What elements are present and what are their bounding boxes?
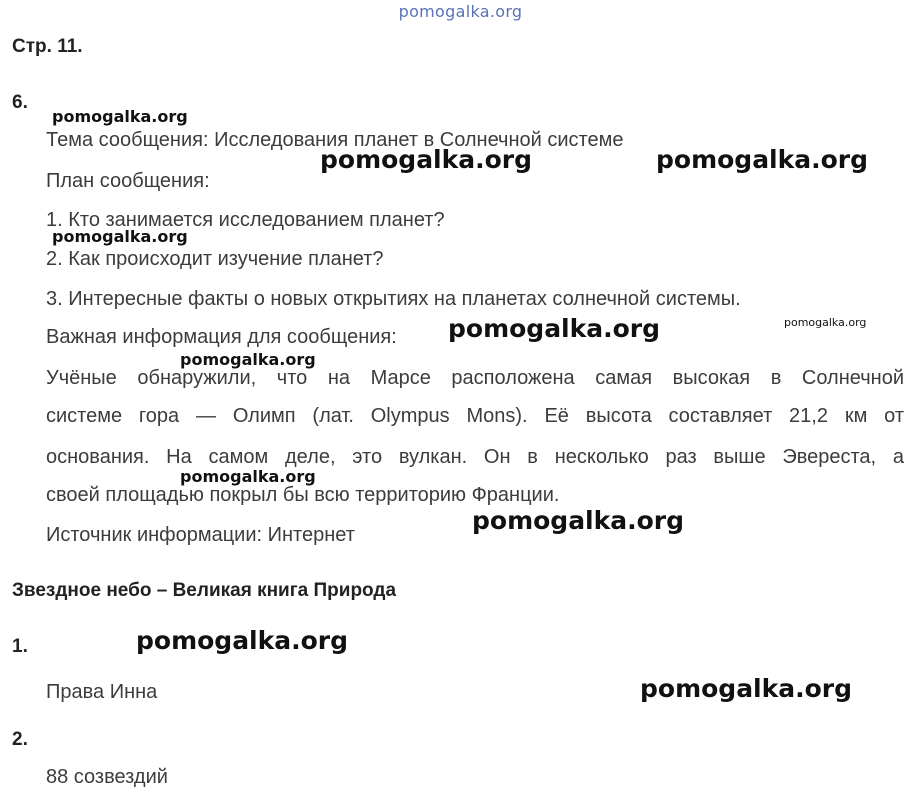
watermark: pomogalka.org: [180, 467, 316, 486]
watermark: pomogalka.org: [656, 145, 869, 174]
plan-title: План сообщения:: [46, 170, 210, 192]
task-2-answer: 88 созвездий: [46, 766, 168, 788]
watermark: pomogalka.org: [320, 145, 533, 174]
plan-item-2: 2. Как происходит изучение планет?: [46, 248, 384, 270]
info-line-3: основания. На самом деле, это вулкан. Он в несколько раз выше Эвереста, а: [46, 446, 904, 468]
watermark: pomogalka.org: [136, 626, 349, 655]
header-watermark: pomogalka.org: [398, 2, 523, 21]
task-2-number: 2.: [12, 729, 28, 750]
info-line-2: системе гора — Олимп (лат. Olympus Mons). Её высота составляет 21,2 км от: [46, 405, 904, 427]
watermark: pomogalka.org: [180, 350, 316, 369]
watermark: pomogalka.org: [784, 316, 867, 329]
watermark: pomogalka.org: [640, 674, 853, 703]
section-title: Звездное небо – Великая книга Природа: [12, 580, 397, 601]
info-title: Важная информация для сообщения:: [46, 326, 397, 348]
plan-item-1: 1. Кто занимается исследованием планет?: [46, 209, 445, 231]
task-1-answer: Права Инна: [46, 681, 158, 703]
page-label: Стр. 11.: [12, 36, 83, 57]
info-line-4: своей площадью покрыл бы всю территорию Франции.: [46, 484, 560, 506]
task-1-number: 1.: [12, 636, 28, 657]
plan-item-3: 3. Интересные факты о новых открытиях на планетах солнечной системы.: [46, 288, 741, 310]
watermark: pomogalka.org: [52, 227, 188, 246]
message-topic: Тема сообщения: Исследования планет в Солнечной системе: [46, 129, 624, 151]
watermark: pomogalka.org: [448, 314, 661, 343]
watermark: pomogalka.org: [52, 107, 188, 126]
task-6-number: 6.: [12, 92, 28, 113]
info-line-1: Учёные обнаружили, что на Марсе расположена самая высокая в Солнечной: [46, 367, 904, 389]
watermark: pomogalka.org: [472, 506, 685, 535]
info-source: Источник информации: Интернет: [46, 524, 355, 546]
